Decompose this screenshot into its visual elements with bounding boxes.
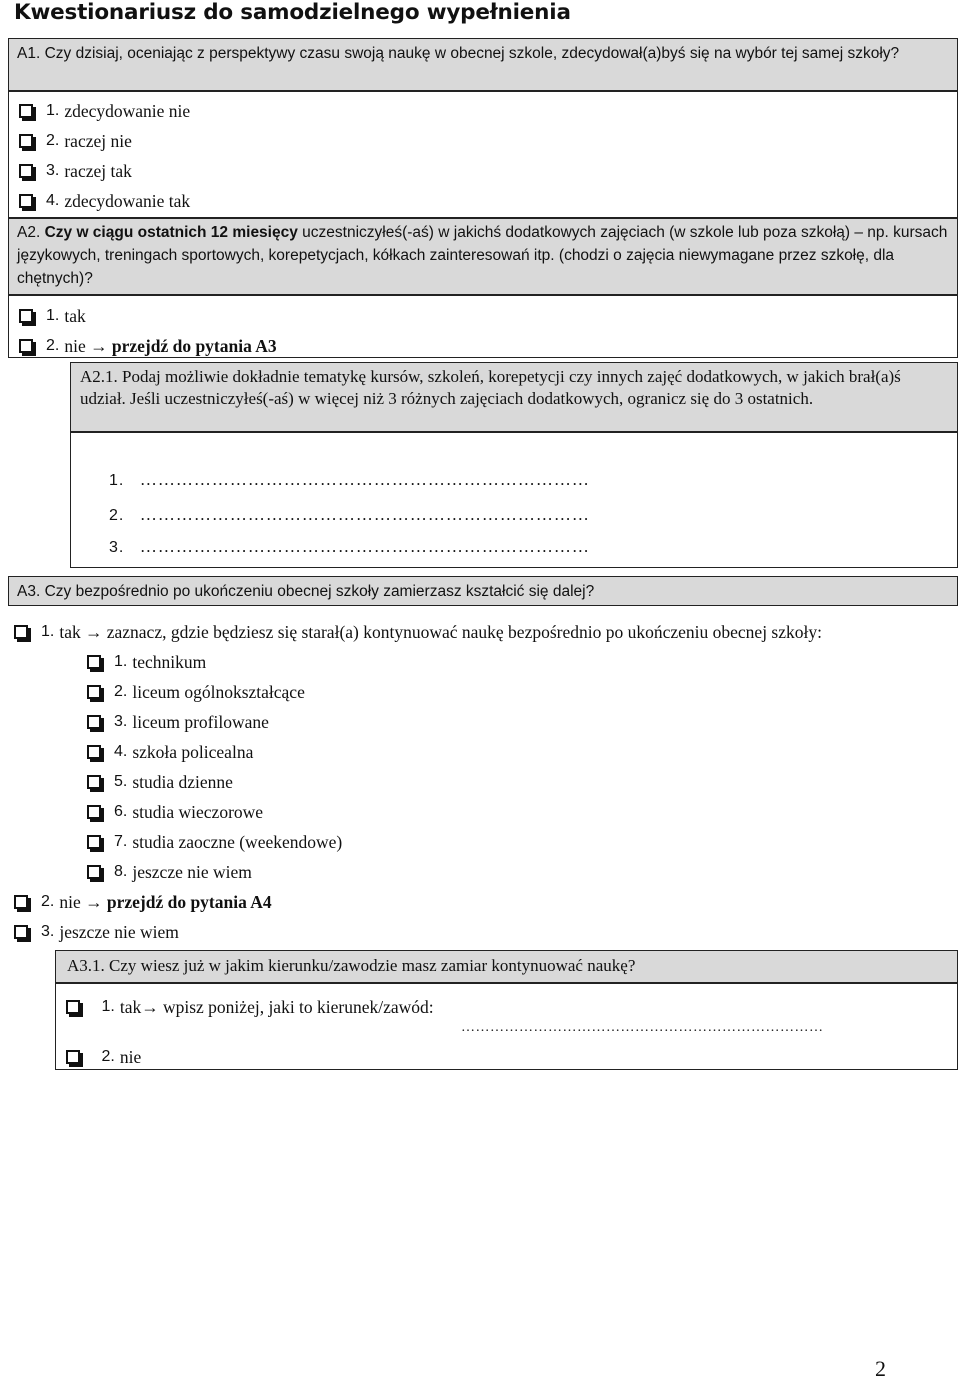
- checkbox[interactable]: [87, 865, 101, 879]
- checkbox[interactable]: [87, 745, 101, 759]
- checkbox[interactable]: [19, 104, 33, 118]
- answer-line-1[interactable]: 1. …………………………………………………………………: [109, 470, 590, 489]
- a3-suboption-1[interactable]: 1. technikum: [87, 650, 206, 674]
- a1-option-1[interactable]: 1. zdecydowanie nie: [19, 99, 190, 123]
- a3-suboption-6[interactable]: 6. studia wieczorowe: [87, 800, 263, 824]
- question-a2-box: [8, 218, 958, 295]
- checkbox[interactable]: [14, 895, 28, 909]
- a1-option-2[interactable]: 2. raczej nie: [19, 129, 132, 153]
- page-title: Kwestionariusz do samodzielnego wypełnienia: [14, 0, 571, 25]
- a1-option-3[interactable]: 3. raczej tak: [19, 159, 132, 183]
- arrow-icon: →: [84, 621, 103, 642]
- jump-instruction: przejdź do pytania A3: [111, 335, 277, 356]
- page-number: 2: [875, 1356, 886, 1381]
- a2-option-1[interactable]: 1. tak: [19, 304, 86, 328]
- question-a21-box: [70, 362, 958, 432]
- a3-suboption-8[interactable]: 8. jeszcze nie wiem: [87, 860, 252, 884]
- question-a3-box: [8, 576, 958, 606]
- question-a31-box: [55, 950, 958, 983]
- answer-a1-box: [8, 91, 958, 218]
- question-a3-text: A3. Czy bezpośrednio po ukończeniu obecnej szkoły zamierzasz kształcić się dalej?: [17, 583, 595, 600]
- question-a1-box: [8, 38, 958, 91]
- a2-option-2[interactable]: 2. nie → przejdź do pytania A3: [19, 334, 277, 358]
- checkbox[interactable]: [19, 194, 33, 208]
- checkbox[interactable]: [14, 925, 28, 939]
- checkbox[interactable]: [87, 685, 101, 699]
- checkbox[interactable]: [66, 1050, 80, 1064]
- a3-suboption-3[interactable]: 3. liceum profilowane: [87, 710, 269, 734]
- answer-a31-box: [55, 983, 958, 1070]
- a3-suboption-5[interactable]: 5. studia dzienne: [87, 770, 233, 794]
- question-a21-text: A2.1. Podaj możliwie dokładnie tematykę kursów, szkoleń, korepetycji czy innych zajęć dodatkowych, w jakich brał(a)ś udział. Jeśli uczestniczyłeś(-aś) w więcej niż 3 różnych zajęciach dodatkowych, ogranicz się do 3 ostatnich.: [80, 367, 901, 408]
- question-a2-text: A2. Czy w ciągu ostatnich 12 miesięcy uczestniczyłeś(-aś) w jakichś dodatkowych zajęciach (w szkole lub poza szkołą) – np. kursach językowych, treningach sportowych, korepetycjach, kółkach zainteresowań itp. (chodzi o zajęcia niewymagane przez szkołę, dla chętnych)?: [17, 224, 948, 287]
- a31-option-2[interactable]: 2. nie: [66, 1045, 141, 1069]
- answer-line-2[interactable]: 2. …………………………………………………………………: [109, 505, 590, 524]
- checkbox[interactable]: [87, 655, 101, 669]
- a3-option-1[interactable]: 1. tak → zaznacz, gdzie będziesz się starał(a) kontynuować naukę bezpośrednio po ukończeniu obecnej szkoły:: [14, 620, 822, 644]
- checkbox[interactable]: [19, 309, 33, 323]
- a3-suboption-2[interactable]: 2. liceum ogólnokształcące: [87, 680, 305, 704]
- arrow-icon: →: [141, 996, 159, 1017]
- question-a31-text: A3.1. Czy wiesz już w jakim kierunku/zawodzie masz zamiar kontynuować naukę?: [67, 956, 636, 975]
- checkbox[interactable]: [14, 625, 28, 639]
- a3-option-3[interactable]: 3. jeszcze nie wiem: [14, 920, 179, 944]
- answer-line-3[interactable]: 3. …………………………………………………………………: [109, 537, 590, 556]
- jump-instruction: przejdź do pytania A4: [106, 891, 272, 912]
- a3-suboption-4[interactable]: 4. szkoła policealna: [87, 740, 253, 764]
- checkbox[interactable]: [87, 805, 101, 819]
- answer-a2-box: [8, 295, 958, 358]
- checkbox[interactable]: [19, 339, 33, 353]
- a3-suboption-7[interactable]: 7. studia zaoczne (weekendowe): [87, 830, 342, 854]
- answer-line[interactable]: …………………………………………………………………: [461, 1020, 824, 1035]
- a31-option-1[interactable]: 1. tak → wpisz poniżej, jaki to kierunek/zawód:: [66, 995, 434, 1019]
- checkbox[interactable]: [87, 835, 101, 849]
- checkbox[interactable]: [87, 775, 101, 789]
- answer-a3-area: [8, 606, 958, 946]
- checkbox[interactable]: [19, 164, 33, 178]
- checkbox[interactable]: [66, 1000, 80, 1014]
- checkbox[interactable]: [19, 134, 33, 148]
- answer-a21-box: [70, 432, 958, 568]
- question-a1-text: A1. Czy dzisiaj, oceniając z perspektywy czasu swoją naukę w obecnej szkole, zdecydował(a)byś się na wybór tej samej szkoły?: [17, 45, 900, 62]
- a3-option-2[interactable]: 2. nie → przejdź do pytania A4: [14, 890, 272, 914]
- checkbox[interactable]: [87, 715, 101, 729]
- a1-option-4[interactable]: 4. zdecydowanie tak: [19, 189, 190, 213]
